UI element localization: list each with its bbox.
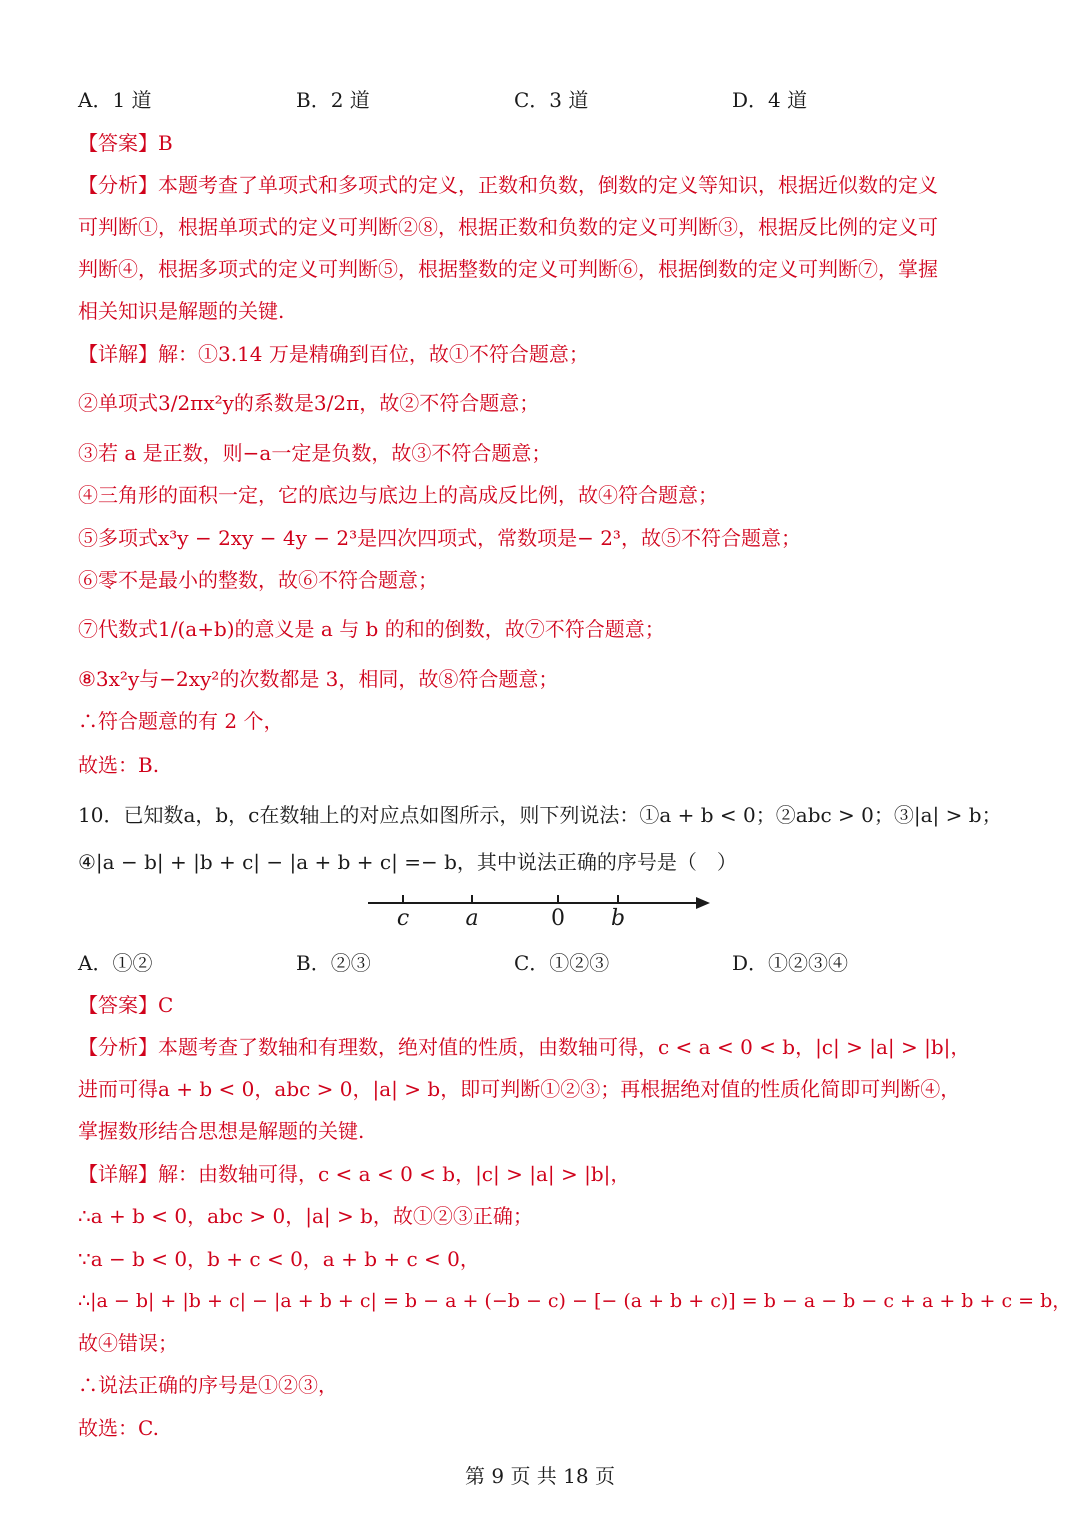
q10-detail-line: ∴a + b < 0，abc > 0，|a| > b，故①②③正确； (78, 1204, 533, 1228)
q10-option-a: A．①② (78, 951, 153, 975)
q9-detail-line: 【详解】解：①3.14 万是精确到百位，故①不符合题意； (78, 342, 589, 366)
q9-option-c: C．3 道 (514, 88, 589, 112)
q9-detail-line: ∴符合题意的有 2 个， (78, 709, 284, 733)
q10-option-d: D．①②③④ (732, 951, 849, 975)
q9-detail-line: ⑤多项式x³y − 2xy − 4y − 2³是四次四项式，常数项是− 2³，故⑤不符合题意； (78, 526, 801, 550)
q9-detail-line: ⑧3x²y与−2xy²的次数都是 3，相同，故⑧符合题意； (78, 667, 559, 691)
q9-analysis-line: 判断④，根据多项式的定义可判断⑤，根据整数的定义可判断⑥，根据倒数的定义可判断⑦，掌握 (78, 257, 938, 281)
q10-option-b: B．②③ (296, 951, 371, 975)
q10-answer: 【答案】C (78, 993, 174, 1017)
q9-detail-line: 故选：B. (78, 753, 160, 777)
label-c: c (396, 906, 410, 931)
q10-detail-line: 故选：C. (78, 1416, 159, 1440)
label-a: a (465, 906, 479, 931)
q10-detail-line: 【详解】解：由数轴可得，c < a < 0 < b，|c| > |a| > |b|， (78, 1162, 631, 1186)
q9-detail-line: ②单项式3/2πx²y的系数是3/2π，故②不符合题意； (78, 391, 540, 415)
q9-analysis-line: 相关知识是解题的关键. (78, 299, 285, 323)
q10-analysis-line: 掌握数形结合思想是解题的关键. (78, 1119, 365, 1143)
q9-detail-line: ③若 a 是正数，则−a一定是负数，故③不符合题意； (78, 441, 552, 465)
q10-analysis-line: 进而可得a + b < 0，abc > 0，|a| > b，即可判断①②③；再根据绝对值的性质化简即可判断④， (78, 1077, 961, 1101)
q10-detail-line: ∴|a − b| + |b + c| − |a + b + c| = b − a + (−b − c) − [− (a + b + c)] = b − a − b − c + a + b + c = b， (78, 1290, 1072, 1312)
label-zero: 0 (551, 906, 565, 931)
q9-detail-line: ⑦代数式1/(a+b)的意义是 a 与 b 的和的倒数，故⑦不符合题意； (78, 617, 665, 641)
q9-detail-line: ④三角形的面积一定，它的底边与底边上的高成反比例，故④符合题意； (78, 483, 718, 507)
number-line-figure (360, 885, 720, 935)
q10-analysis-line: 【分析】本题考查了数轴和有理数，绝对值的性质，由数轴可得，c < a < 0 < b，|c| > |a| > |b|， (78, 1035, 971, 1059)
number-line-arrow-icon (696, 897, 710, 909)
page-footer: 第 9 页 共 18 页 (465, 1464, 615, 1488)
q10-detail-line: ∴说法正确的序号是①②③， (78, 1373, 338, 1397)
q9-option-b: B．2 道 (296, 88, 370, 112)
q10-stem-line: ④|a − b| + |b + c| − |a + b + c| =− b，其中说法正确的序号是（ ） (78, 850, 737, 874)
q9-answer: 【答案】B (78, 131, 173, 155)
q9-option-d: D．4 道 (732, 88, 808, 112)
q10-detail-line: ∵a − b < 0，b + c < 0，a + b + c < 0， (78, 1247, 480, 1271)
q10-option-c: C．①②③ (514, 951, 610, 975)
q9-analysis-line: 【分析】本题考查了单项式和多项式的定义，正数和负数，倒数的定义等知识，根据近似数的定义 (78, 173, 938, 197)
q10-stem-line: 10．已知数a，b，c在数轴上的对应点如图所示，则下列说法：①a + b < 0；②abc > 0；③|a| > b； (78, 803, 1002, 827)
q9-analysis-line: 可判断①，根据单项式的定义可判断②⑧，根据正数和负数的定义可判断③，根据反比例的定义可 (78, 215, 938, 239)
label-b: b (610, 906, 626, 931)
q9-option-a: A．1 道 (78, 88, 152, 112)
q10-detail-line: 故④错误； (78, 1331, 178, 1355)
q9-detail-line: ⑥零不是最小的整数，故⑥不符合题意； (78, 568, 438, 592)
